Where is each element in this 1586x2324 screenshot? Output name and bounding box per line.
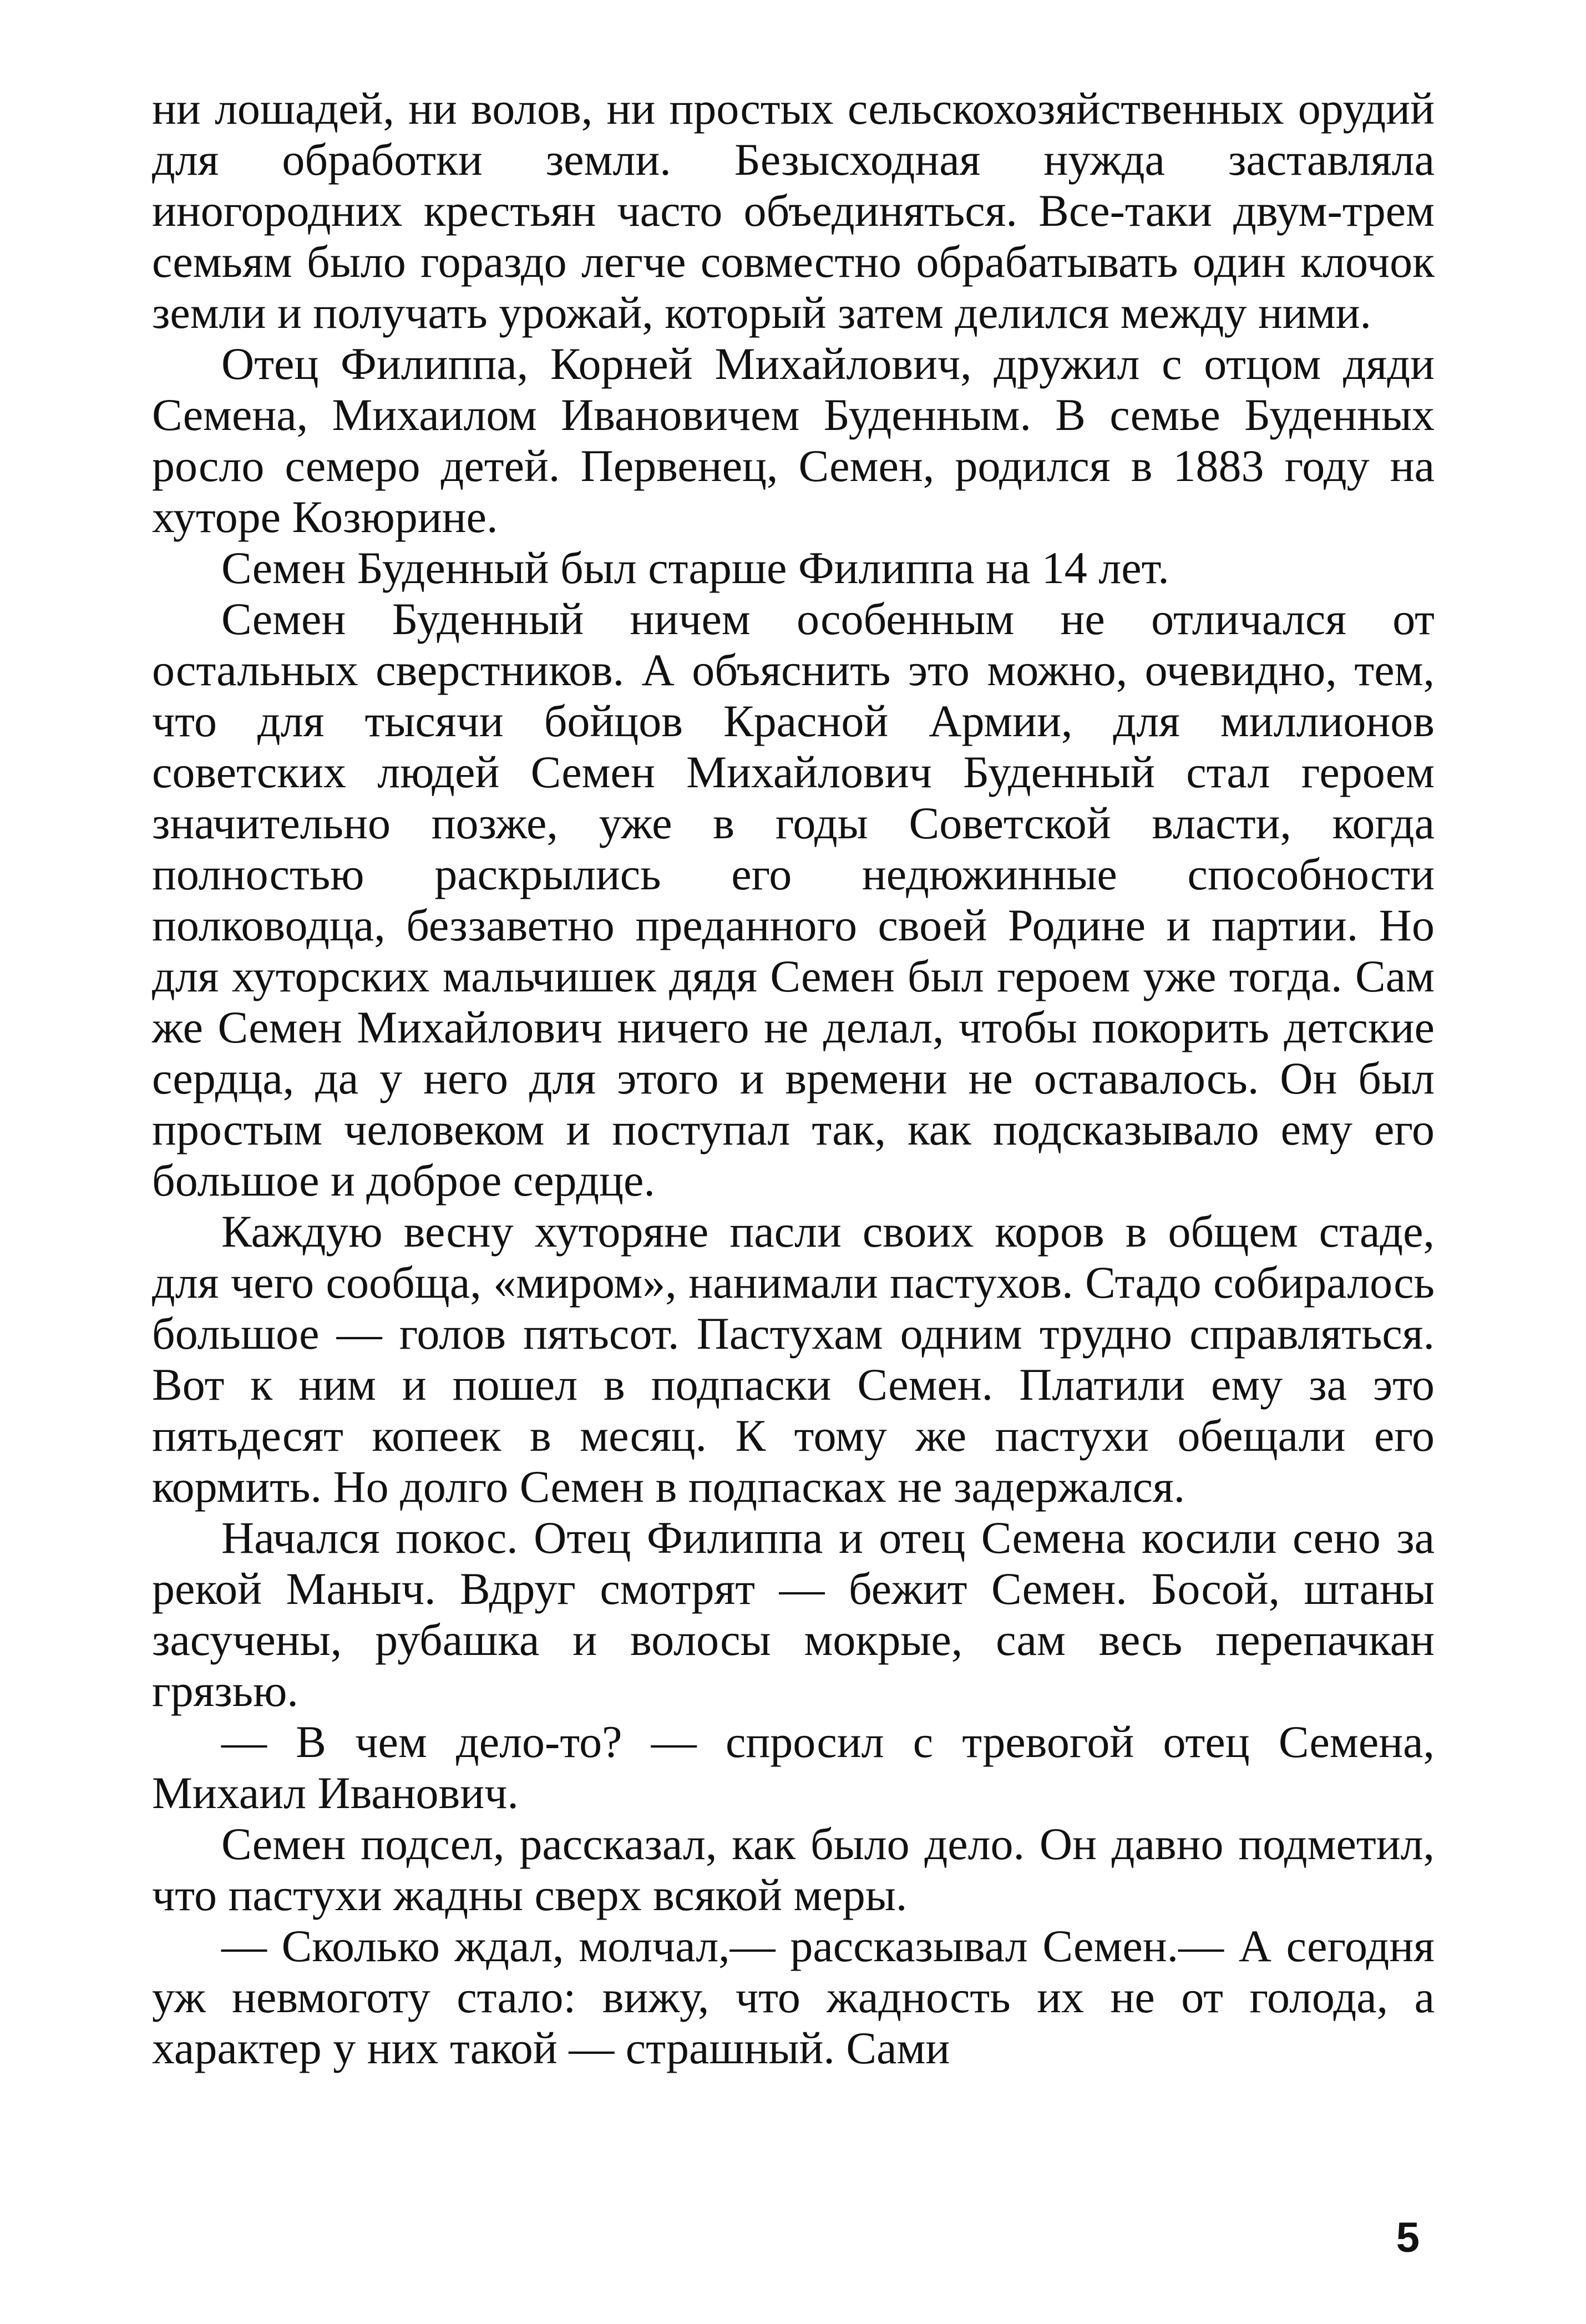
- paragraph: Начался покос. Отец Филиппа и отец Семена косили сено за рекой Маныч. Вдруг смотрят — бежит Семен. Босой, штаны засучены, рубашка и волосы мокрые, сам весь перепачкан грязью.: [152, 1512, 1435, 1716]
- paragraph: Отец Филиппа, Корней Михайлович, дружил с отцом дяди Семена, Михаилом Ивановичем Буденным. В семье Буденных росло семеро детей. Первенец, Семен, родился в 1883 году на хуторе Козюрине.: [152, 338, 1435, 542]
- paragraph: Семен подсел, рассказал, как было дело. Он давно подметил, что пастухи жадны сверх всякой меры.: [152, 1819, 1435, 1920]
- paragraph: ни лошадей, ни волов, ни простых сельскохозяйственных орудий для обработки земли. Безысходная нужда заставляла иногородних крестьян часто объединяться. Все-таки двум-трем семьям было гораздо легче совместно обрабатывать один клочок земли и получать урожай, который затем делился между ними.: [152, 83, 1435, 338]
- paragraph: Семен Буденный был старше Филиппа на 14 лет.: [221, 543, 1169, 593]
- paragraph: Каждую весну хуторяне пасли своих коров в общем стаде, для чего сообща, «миром», нанимали пастухов. Стадо собиралось большое — голов пятьсот. Пастухам одним трудно справляться. Вот к ним и пошел в подпаски Семен. Платили ему за это пятьдесят копеек в месяц. К тому же пастухи обещали его кормить. Но долго Семен в подпасках не задержался.: [152, 1206, 1435, 1512]
- paragraph: — Сколько ждал, молчал,— рассказывал Семен.— А сегодня уж невмоготу стало: вижу, что жадность их не от голода, а характер у них такой — страшный. Сами: [152, 1921, 1435, 2073]
- paragraph: — В чем дело-то? — спросил с тревогой отец Семена, Михаил Иванович.: [152, 1717, 1435, 1818]
- page-number: 5: [1396, 2214, 1420, 2261]
- paragraph: Семен Буденный ничем особенным не отличался от остальных сверстников. А объяснить это можно, очевидно, тем, что для тысячи бойцов Красной Армии, для миллионов советских людей Семен Михайлович Буденный стал героем значительно позже, уже в годы Советской власти, когда полностью раскрылись его недюжинные способности полководца, беззаветно преданного своей Родине и партии. Но для хуторских мальчишек дядя Семен был героем уже тогда. Сам же Семен Михайлович ничего не делал, чтобы покорить детские сердца, да у него для этого и времени не оставалось. Он был простым человеком и поступал так, как подсказывало ему его большое и доброе сердце.: [152, 594, 1435, 1206]
- book-page-text: [152, 83, 1435, 2074]
